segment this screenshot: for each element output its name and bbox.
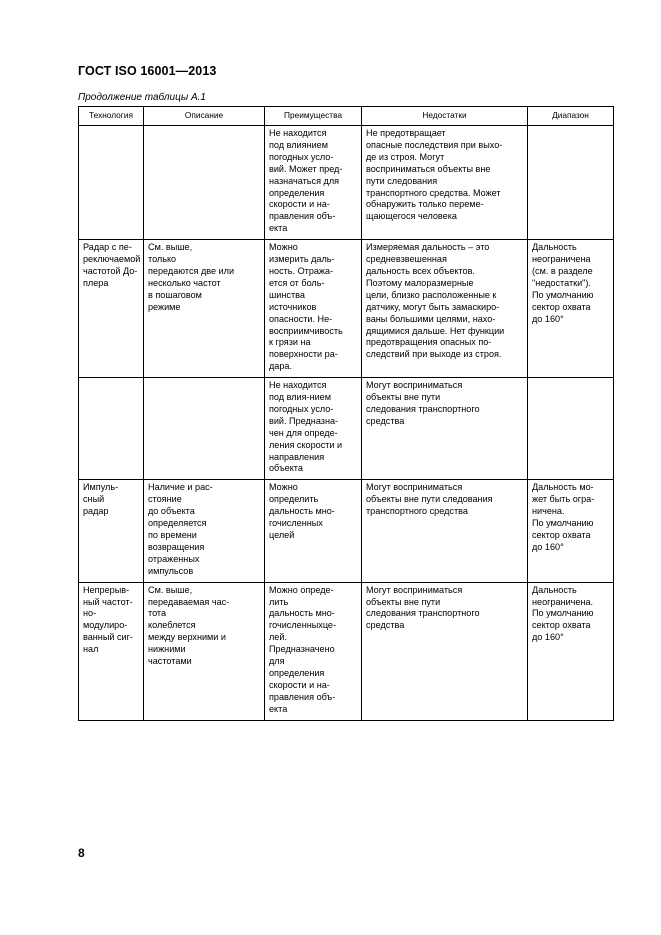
table-row: [79, 480, 614, 582]
table-caption: Продолжение таблицы А.1: [78, 92, 206, 103]
cell-technology: [79, 378, 144, 480]
cell-disadvantages: Могут восприниматься объекты вне пути следования транспортного средства: [362, 378, 528, 480]
table-row: [79, 378, 614, 480]
page-number: 8: [78, 846, 85, 860]
cell-advantages: Можно измерить даль- ность. Отража- ется от боль- шинства источников опасности. Не- восприимчивость к грязи на поверхности ра- дара.: [265, 240, 362, 378]
column-header-advantages: Преимущества: [265, 107, 362, 126]
technology-comparison-table: [78, 106, 614, 721]
table-row: [79, 126, 614, 240]
table-row: [79, 240, 614, 378]
document-title: ГОСТ ISO 16001—2013: [78, 64, 217, 78]
cell-range: [528, 378, 614, 480]
cell-technology: [79, 126, 144, 240]
cell-description: [144, 378, 265, 480]
column-header-range: Диапазон: [528, 107, 614, 126]
cell-range: Дальность мо- жет быть огра- ничена. По умолчанию сектор охвата до 160°: [528, 480, 614, 582]
cell-description: Наличие и рас- стояние до объекта определяется по времени возвращения отраженных импульсов: [144, 480, 265, 582]
cell-disadvantages: Могут восприниматься объекты вне пути следования транспортного средства: [362, 480, 528, 582]
cell-disadvantages: Не предотвращает опасные последствия при выхо- де из строя. Могут восприниматься объекты вне пути следования транспортного средства. Может обнаружить только переме- щающегося человека: [362, 126, 528, 240]
column-header-disadvantages: Недостатки: [362, 107, 528, 126]
cell-description: См. выше, только передаются две или несколько частот в пошаговом режиме: [144, 240, 265, 378]
cell-technology: Радар с пе- реключаемой частотой До- плера: [79, 240, 144, 378]
column-header-technology: Технология: [79, 107, 144, 126]
cell-advantages: Не находится под влия-нием погодных усло- вий. Предназна- чен для опреде- ления скорости и направления объекта: [265, 378, 362, 480]
cell-technology: Импуль-сный радар: [79, 480, 144, 582]
table-header-row: [79, 107, 614, 126]
cell-range: [528, 126, 614, 240]
table-row: [79, 582, 614, 720]
cell-range: Дальность неограничена. По умолчанию сектор охвата до 160°: [528, 582, 614, 720]
cell-advantages: Можно определить дальность мно- гочисленных целей: [265, 480, 362, 582]
cell-advantages: Можно опреде- лить дальность мно- гочисленныхце- лей. Предназначено для определения скорости и на- правления объ- екта: [265, 582, 362, 720]
cell-disadvantages: Измеряемая дальность – это средневзвешенная дальность всех объектов. Поэтому малоразмерные цели, близко расположенные к датчику, могут быть замаскиро- ваны большими целями, нахо- дящимися дальше. Нет функции предотвращения опасных по- следствий при выходе из строя.: [362, 240, 528, 378]
cell-description: [144, 126, 265, 240]
cell-technology: Непрерыв- ный частот- но- модулиро- ванный сиг- нал: [79, 582, 144, 720]
cell-description: См. выше, передаваемая час- тота колеблется между верхними и нижними частотами: [144, 582, 265, 720]
column-header-description: Описание: [144, 107, 265, 126]
cell-advantages: Не находится под влиянием погодных усло- вий. Может пред- назначаться для определения скорости и на- правления объ- екта: [265, 126, 362, 240]
cell-range: Дальность неограничена (см. в разделе "недостатки"). По умолчанию сектор охвата до 160°: [528, 240, 614, 378]
cell-disadvantages: Могут восприниматься объекты вне пути следования транспортного средства: [362, 582, 528, 720]
